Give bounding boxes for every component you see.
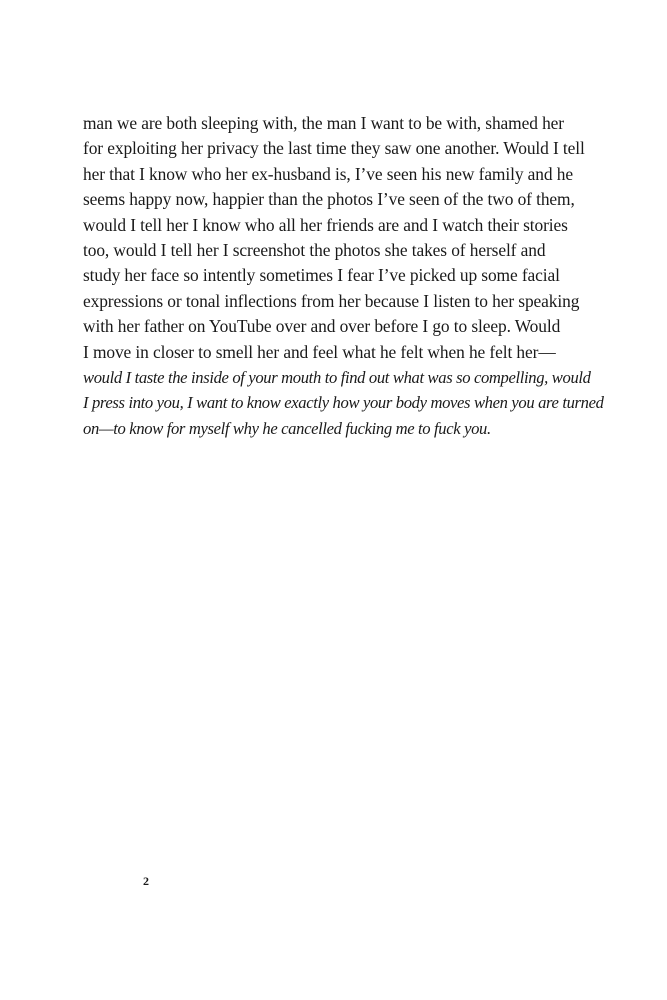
text-line: study her face so intently sometimes I fear I’ve picked up some facial bbox=[83, 265, 560, 286]
text-line: her that I know who her ex-husband is, I’ve seen his new family and he bbox=[83, 163, 573, 184]
body-text bbox=[83, 111, 604, 441]
italic-text-line: on—to know for myself why he cancelled fucking me to fuck you. bbox=[83, 418, 491, 438]
italic-text-line: would I taste the inside of your mouth to find out what was so compelling, would bbox=[83, 367, 591, 387]
page-number: 2 bbox=[143, 874, 149, 888]
text-line: with her father on YouTube over and over before I go to sleep. Would bbox=[83, 316, 561, 337]
text-line: seems happy now, happier than the photos I’ve seen of the two of them, bbox=[83, 189, 575, 210]
text-line: I move in closer to smell her and feel what he felt when he felt her— bbox=[83, 341, 556, 362]
text-line: for exploiting her privacy the last time they saw one another. Would I tell bbox=[83, 138, 585, 159]
italic-text-line: I press into you, I want to know exactly how your body moves when you are turned bbox=[83, 393, 604, 413]
text-line: would I tell her I know who all her friends are and I watch their stories bbox=[83, 214, 568, 235]
text-line: too, would I tell her I screenshot the photos she takes of herself and bbox=[83, 239, 546, 260]
text-line: expressions or tonal inflections from her because I listen to her speaking bbox=[83, 290, 580, 311]
text-line: man we are both sleeping with, the man I want to be with, shamed her bbox=[83, 113, 564, 133]
